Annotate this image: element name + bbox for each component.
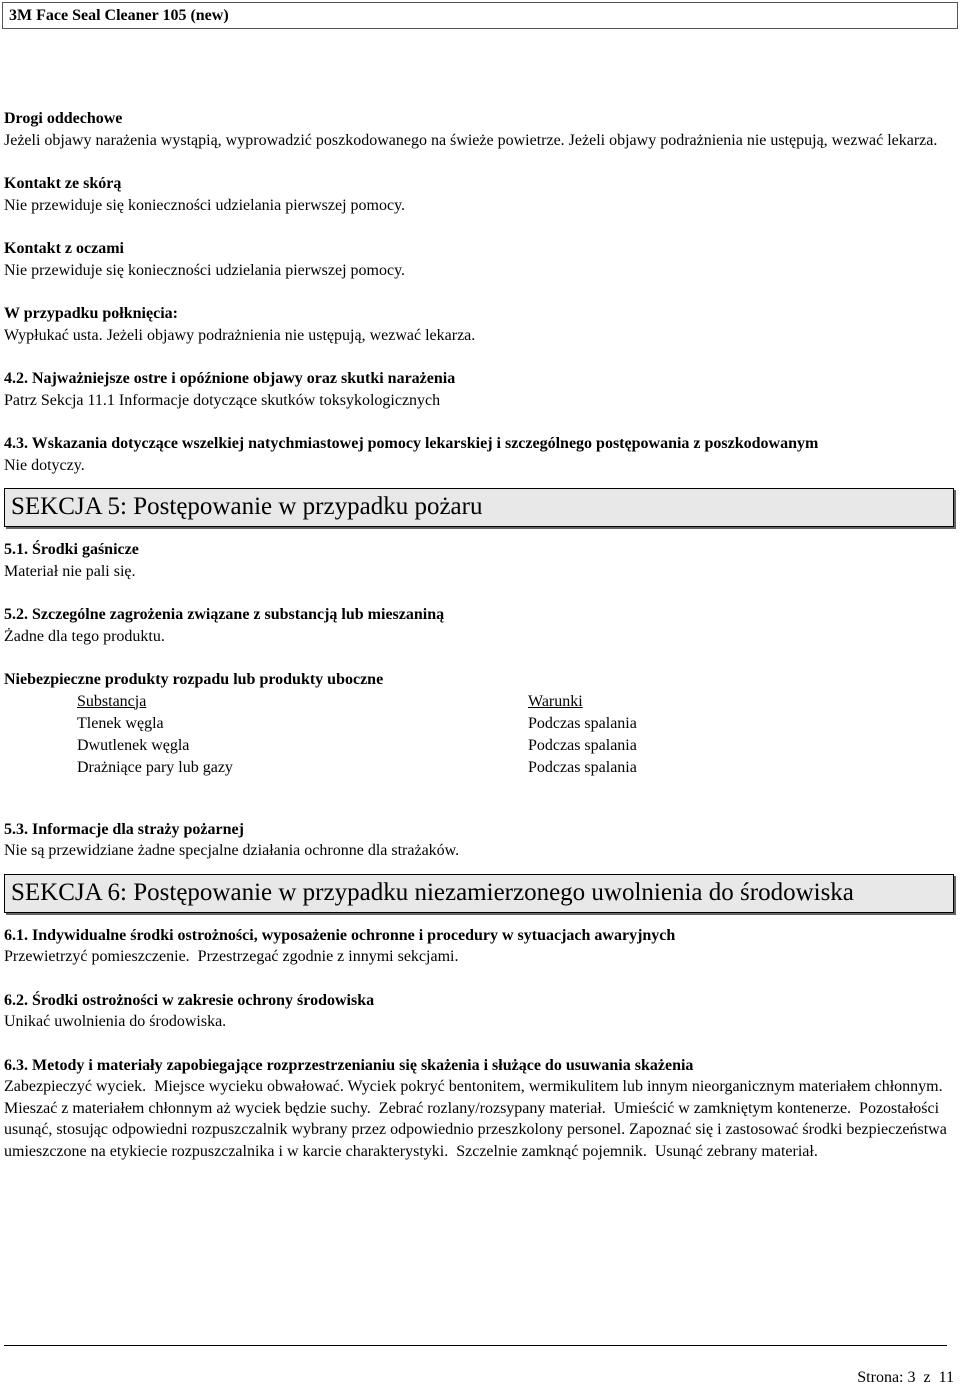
section-6-1-title: 6.1. Indywidualne środki ostrożności, wyposażenie ochronne i procedury w sytuacjach awaryjnych bbox=[4, 926, 676, 944]
section-5-3-text: Nie są przewidziane żadne specjalne działania ochronne dla strażaków. bbox=[4, 842, 460, 859]
decomposition-title: Niebezpieczne produkty rozpadu lub produkty uboczne bbox=[4, 671, 384, 688]
section-5-3-title: 5.3. Informacje dla straży pożarnej bbox=[4, 820, 244, 838]
section-5-heading: SEKCJA 5: Postępowanie w przypadku pożaru bbox=[4, 488, 954, 527]
column-header-condition: Warunki bbox=[528, 692, 583, 710]
table-cell-substance: Drażniące pary lub gazy bbox=[77, 758, 233, 776]
respiratory-title: Drogi oddechowe bbox=[4, 110, 123, 127]
section-5-1-title: 5.1. Środki gaśnicze bbox=[4, 541, 139, 558]
section-6-2-title: 6.2. Środki ostrożności w zakresie ochrony środowiska bbox=[4, 991, 375, 1009]
section-5-2-title: 5.2. Szczególne zagrożenia związane z substancją lub mieszaniną bbox=[4, 606, 445, 623]
column-header-substance: Substancja bbox=[77, 692, 147, 710]
eye-title: Kontakt z oczami bbox=[4, 240, 124, 257]
skin-text: Nie przewiduje się konieczności udzielania pierwszej pomocy. bbox=[4, 196, 406, 214]
table-cell-condition: Podczas spalania bbox=[528, 714, 637, 732]
eye-text: Nie przewiduje się konieczności udzielania pierwszej pomocy. bbox=[4, 261, 406, 279]
section-6-3-text: Zabezpieczyć wyciek. Miejsce wycieku obwałować. Wyciek pokryć bentonitem, wermikulitem lub innym nieorganicznym materiałem chłonnym. Mieszać z materiałem chłonnym aż wyciek będzie suchy. Zebrać rozlany/rozsypany materiał. Umieścić w zamkniętym kontenerze. Pozostałości usunąć, stosując odpowiedni rozpuszczalnik wybrany przez odpowiednio przeszkolony personel. Zapoznać się i zastosować środki bezpieczeństwa umieszczone na etykiecie rozpuszczalnika i w karcie charakterystyki. Szczelnie zamknąć pojemnik. Usunąć zebrany materiał. bbox=[4, 1078, 951, 1160]
section-6-3-title: 6.3. Metody i materiały zapobiegające rozprzestrzenianiu się skażenia i służące do usuwania skażenia bbox=[4, 1056, 694, 1074]
ingestion-text: Wypłukać usta. Jeżeli objawy podrażnienia nie ustępują, wezwać lekarza. bbox=[4, 326, 476, 344]
section-4-2-title: 4.2. Najważniejsze ostre i opóźnione objawy oraz skutki narażenia bbox=[4, 370, 456, 387]
page-content bbox=[4, 108, 954, 1162]
section-4-3-text: Nie dotyczy. bbox=[4, 456, 85, 474]
ingestion-title: W przypadku połknięcia: bbox=[4, 305, 178, 322]
section-6-1-text: Przewietrzyć pomieszczenie. Przestrzegać zgodnie z innymi sekcjami. bbox=[4, 948, 459, 965]
table-cell-substance: Tlenek węgla bbox=[77, 714, 164, 732]
section-6-heading: SEKCJA 6: Postępowanie w przypadku niezamierzonego uwolnienia do środowiska bbox=[4, 874, 954, 913]
section-5-2-text: Żadne dla tego produktu. bbox=[4, 627, 165, 645]
section-4-2-text: Patrz Sekcja 11.1 Informacje dotyczące skutków toksykologicznych bbox=[4, 391, 441, 409]
table-cell-condition: Podczas spalania bbox=[528, 758, 637, 776]
document-title: 3M Face Seal Cleaner 105 (new) bbox=[9, 7, 229, 24]
decomposition-table bbox=[77, 691, 954, 779]
document-header-bar bbox=[2, 2, 958, 29]
skin-title: Kontakt ze skórą bbox=[4, 175, 122, 192]
footer-divider bbox=[4, 1345, 947, 1346]
page-number: Strona: 3 z 11 bbox=[857, 1369, 954, 1386]
section-6-2-text: Unikać uwolnienia do środowiska. bbox=[4, 1013, 227, 1030]
table-cell-substance: Dwutlenek węgla bbox=[77, 736, 190, 754]
section-4-3-title: 4.3. Wskazania dotyczące wszelkiej natychmiastowej pomocy lekarskiej i szczególnego postępowania z poszkodowanym bbox=[4, 435, 819, 452]
section-5-1-text: Materiał nie pali się. bbox=[4, 562, 136, 580]
respiratory-text: Jeżeli objawy narażenia wystąpią, wyprowadzić poszkodowanego na świeże powietrze. Jeżeli objawy podrażnienia nie ustępują, wezwać lekarza. bbox=[4, 131, 938, 149]
table-cell-condition: Podczas spalania bbox=[528, 736, 637, 754]
